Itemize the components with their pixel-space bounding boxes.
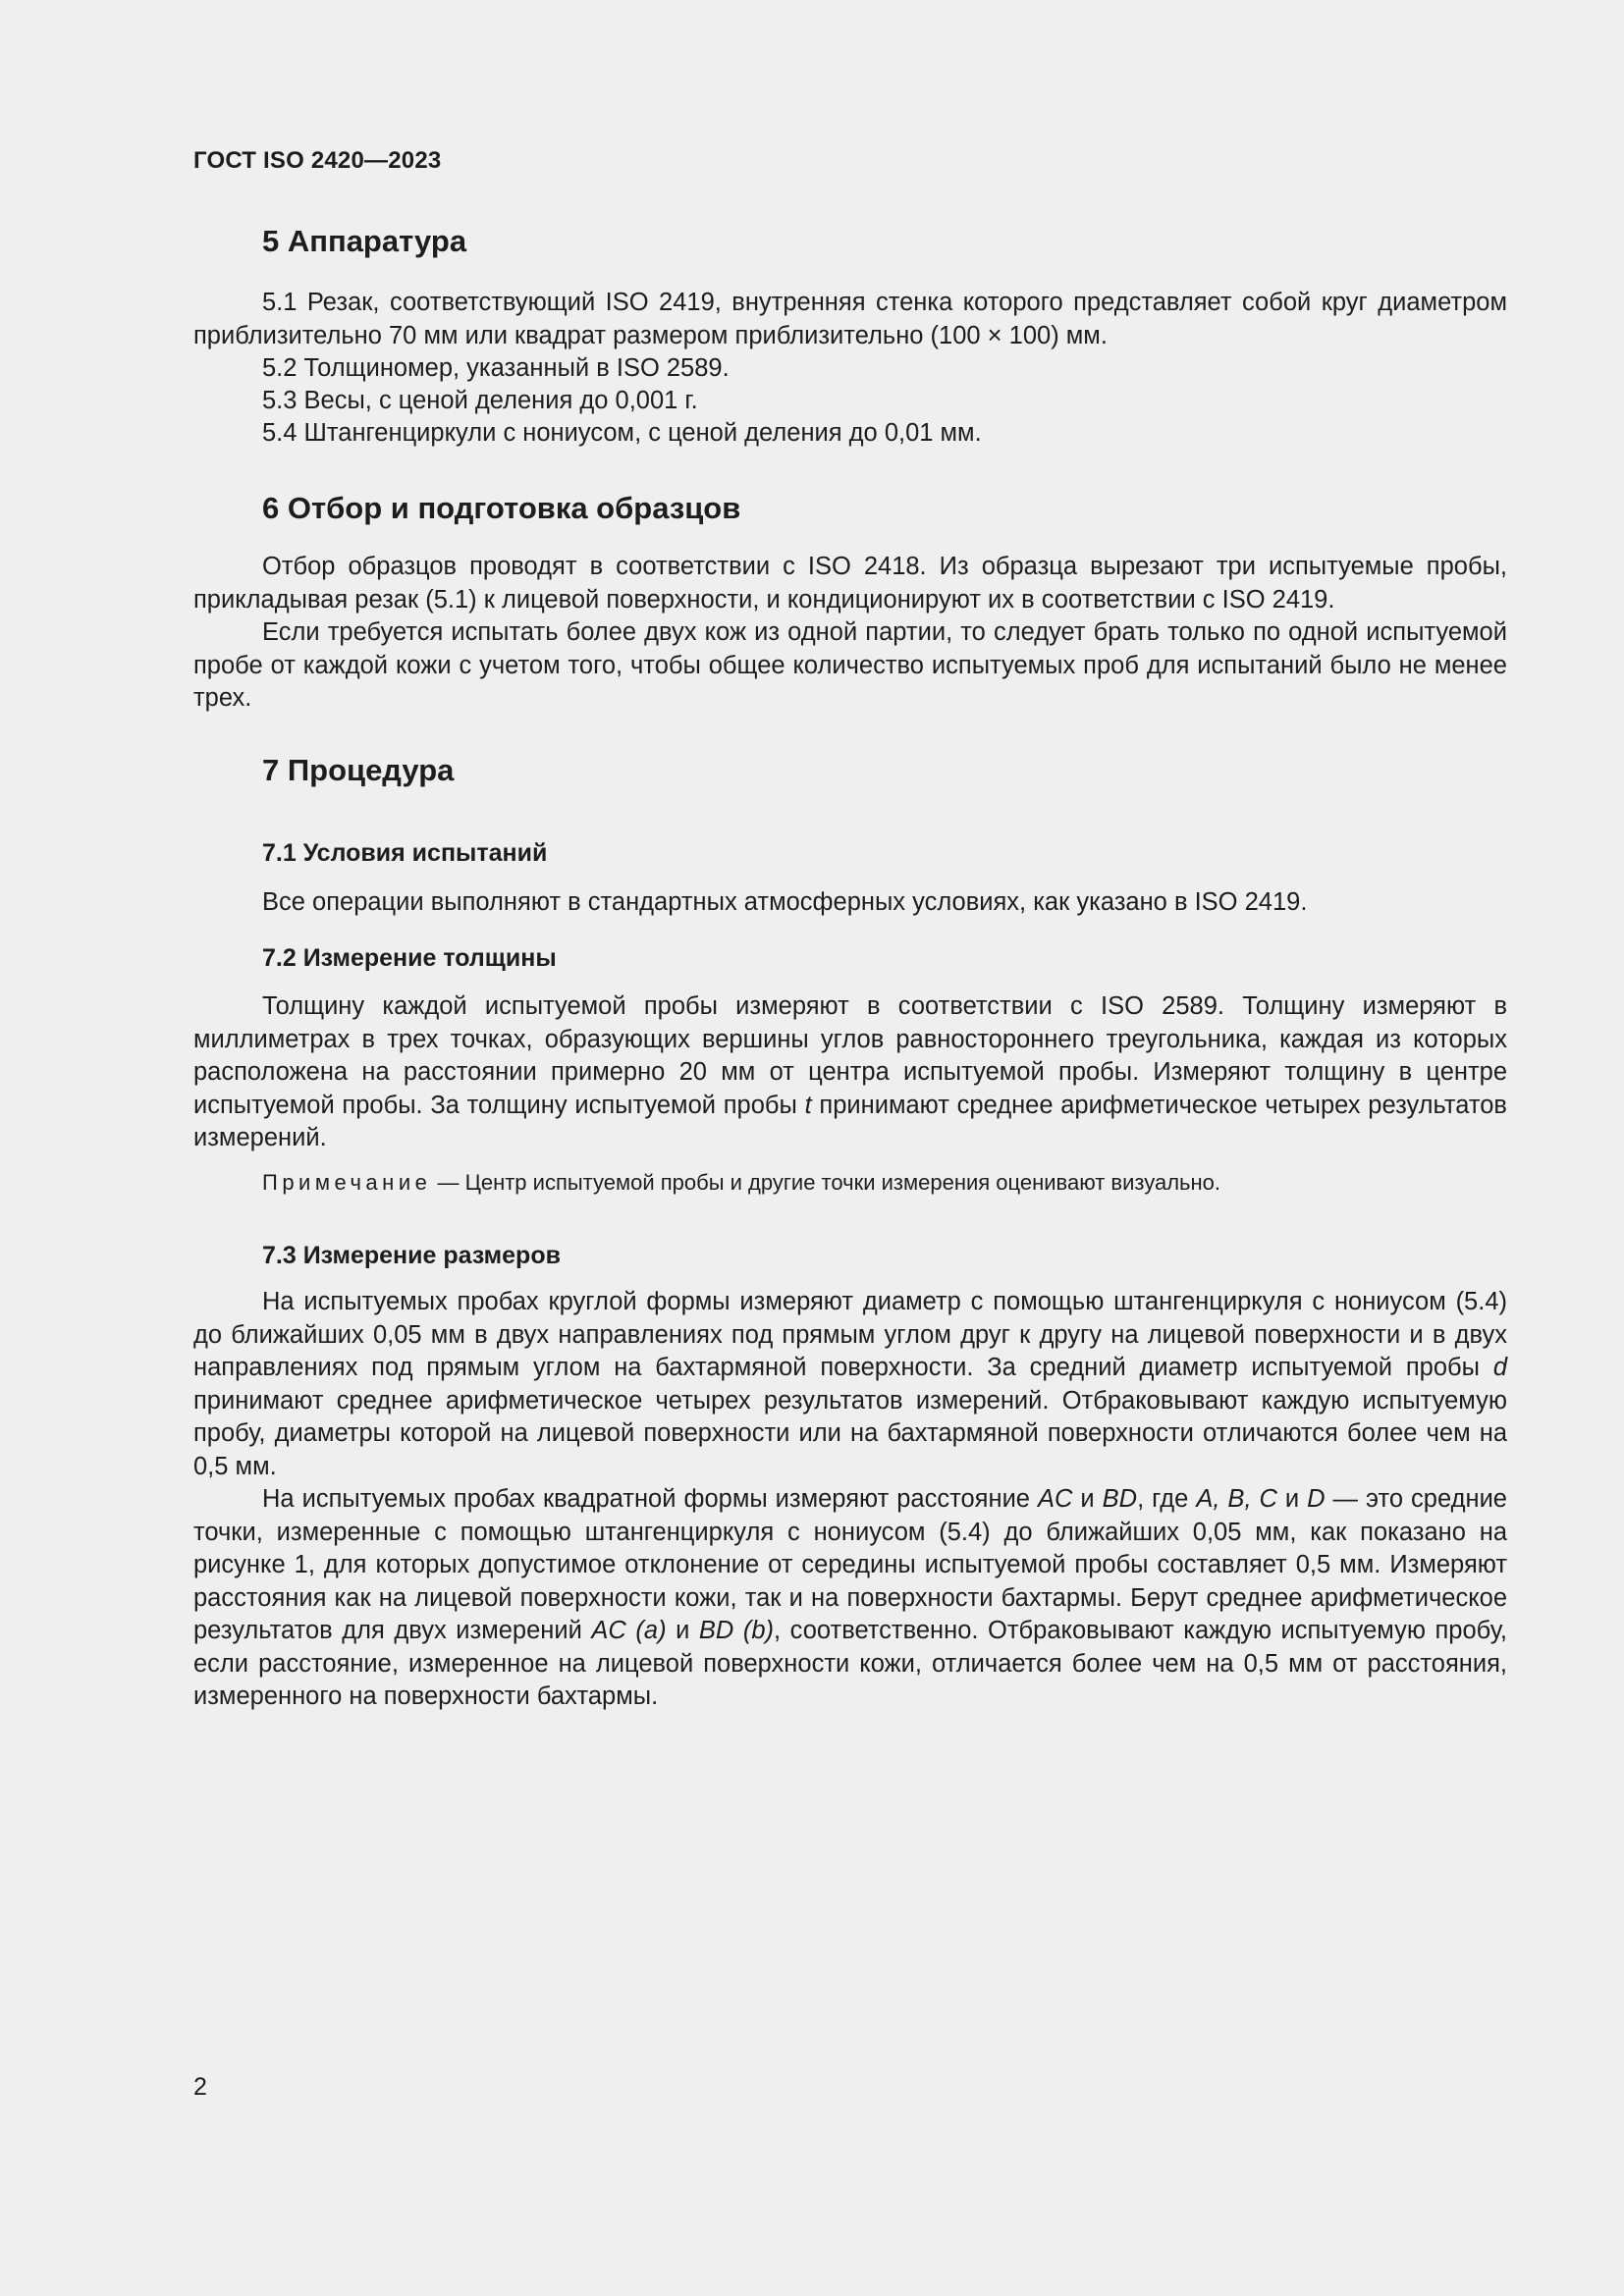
page-number: 2	[193, 2073, 207, 2101]
variable-d: d	[1492, 1354, 1507, 1381]
subsection-7-3-paragraph-1: На испытуемых пробах круглой формы измеряют диаметр с помощью штангенциркуля с нониусом (5.4) до ближайших 0,05 мм в двух направлениях под прямым углом друг к другу на лицевой поверхности и в двух направлениях под прямым углом на бахтармяной поверхности. За средний диаметр испытуемой пробы d принимают среднее арифметическое четырех результатов измерений. Отбраковывают каждую испытуемую пробу, диаметры которой на лицевой поверхности или на бахтармяной поверхности отличаются более чем на 0,5 мм.	[193, 1288, 1507, 1480]
note	[262, 1168, 1220, 1198]
note-label: Примечание	[262, 1170, 432, 1195]
section-5-heading: 5 Аппаратура	[262, 224, 467, 258]
subsection-7-2-text: Толщину каждой испытуемой пробы измеряют в соответствии с ISO 2589. Толщину измеряют в миллиметрах в трех точках, образующих вершины углов равностороннего треугольника, каждая из которых расположена на расстоянии примерно 20 мм от центра испытуемой пробы. Измеряют толщину в центре испытуемой пробы. За толщину испытуемой пробы t принимают среднее арифметическое четырех результатов измерений.	[193, 992, 1507, 1151]
item-5-1: 5.1 Резак, соответствующий ISO 2419, внутренняя стенка которого представляет собой круг диаметром приблизительно 70 мм или квадрат размером приблизительно (100 × 100) мм.	[193, 289, 1507, 349]
subsection-7-2-heading: 7.2 Измерение толщины	[262, 944, 557, 972]
item-5-4: 5.4 Штангенциркули с нониусом, с ценой деления до 0,01 мм.	[262, 419, 982, 447]
document-code-header: ГОСТ ISO 2420—2023	[193, 147, 442, 174]
section-6-heading: 6 Отбор и подготовка образцов	[262, 491, 741, 525]
note-text: — Центр испытуемой пробы и другие точки измерения оценивают визуально.	[431, 1170, 1221, 1195]
subsection-7-1-text: Все операции выполняют в стандартных атмосферных условиях, как указано в ISO 2419.	[262, 888, 1308, 916]
item-5-3: 5.3 Весы, с ценой деления до 0,001 г.	[262, 387, 698, 414]
section-6-paragraph-2: Если требуется испытать более двух кож из одной партии, то следует брать только по одной испытуемой пробе от каждой кожи с учетом того, чтобы общее количество испытуемых проб для испытаний было не менее трех.	[193, 618, 1507, 712]
section-7-heading: 7 Процедура	[262, 753, 455, 787]
item-5-2: 5.2 Толщиномер, указанный в ISO 2589.	[262, 354, 730, 382]
subsection-7-3-heading: 7.3 Измерение размеров	[262, 1242, 561, 1269]
subsection-7-3-paragraph-2: На испытуемых пробах квадратной формы измеряют расстояние AC и BD, где A, B, C и D — это средние точки, измеренные с помощью штангенциркуля с нониусом (5.4) до ближайших 0,05 мм, как показано на рисунке 1, для которых допустимое отклонение от середины испытуемой пробы составляет 0,5 мм. Измеряют расстояния как на лицевой поверхности кожи, так и на поверхности бахтармы. Берут среднее арифметическое результатов для двух измерений AC (a) и BD (b), соответственно. Отбраковывают каждую испытуемую пробу, если расстояние, измеренное на лицевой поверхности кожи, отличается более чем на 0,5 мм от расстояния, измеренного на поверхности бахтармы.	[193, 1485, 1507, 1710]
subsection-7-1-heading: 7.1 Условия испытаний	[262, 839, 548, 867]
variable-t: t	[804, 1091, 812, 1119]
section-6-paragraph-1: Отбор образцов проводят в соответствии с ISO 2418. Из образца вырезают три испытуемые пробы, прикладывая резак (5.1) к лицевой поверхности, и кондиционируют их в соответствии с ISO 2419.	[193, 553, 1507, 614]
